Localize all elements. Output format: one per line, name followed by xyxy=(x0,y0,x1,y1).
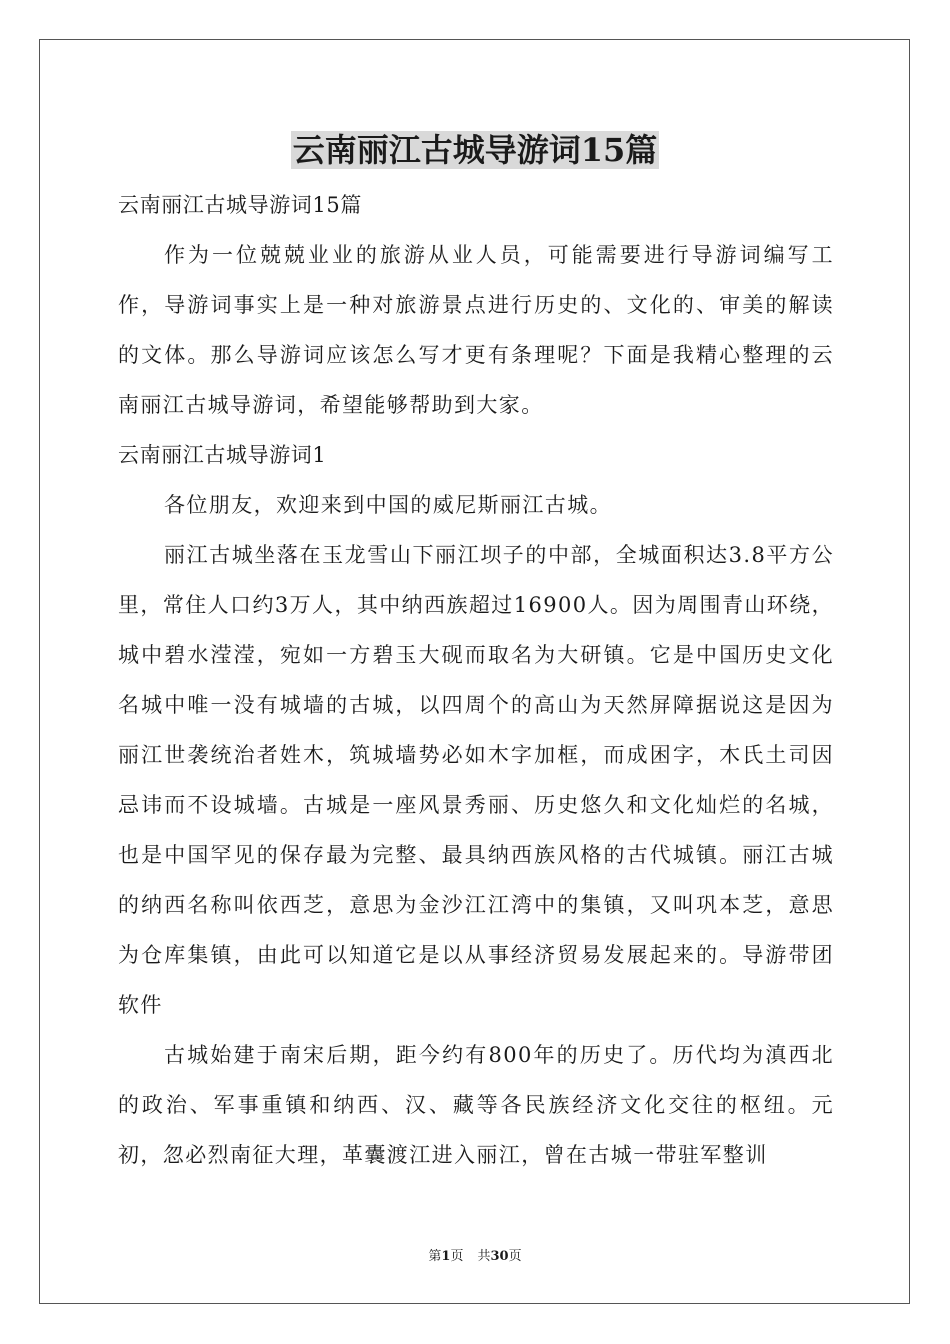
page-number-current: 1 xyxy=(441,1249,451,1264)
document-body xyxy=(118,180,834,1180)
page-total-prefix: 共 xyxy=(477,1249,491,1264)
document-title xyxy=(0,128,950,172)
page-footer xyxy=(0,1248,950,1266)
section-heading: 云南丽江古城导游词1 xyxy=(118,443,327,467)
page-number-prefix: 第 xyxy=(428,1249,442,1264)
page-total: 30 xyxy=(490,1249,509,1264)
body-paragraph: 作为一位兢兢业业的旅游从业人员，可能需要进行导游词编写工作，导游词事实上是一种对旅游景点进行历史的、文化的、审美的解读的文体。那么导游词应该怎么写才更有条理呢？下面是我精心整理的云南丽江古城导游词，希望能够帮助到大家。 xyxy=(118,243,834,417)
body-paragraph: 丽江古城坐落在玉龙雪山下丽江坝子的中部，全城面积达3.8平方公里，常住人口约3万人，其中纳西族超过16900人。因为周围青山环绕，城中碧水滢滢，宛如一方碧玉大砚而取名为大研镇。它是中国历史文化名城中唯一没有城墙的古城，以四周个的高山为天然屏障据说这是因为丽江世袭统治者姓木，筑城墙势必如木字加框，而成困字，木氏土司因忌讳而不设城墙。古城是一座风景秀丽、历史悠久和文化灿烂的名城，也是中国罕见的保存最为完整、最具纳西族风格的古代城镇。丽江古城的纳西名称叫依西芝，意思为金沙江江湾中的集镇，又叫巩本芝，意思为仓库集镇，由此可以知道它是以从事经济贸易发展起来的。导游带团软件 xyxy=(118,543,834,1017)
section-heading: 云南丽江古城导游词15篇 xyxy=(118,193,362,217)
document-title-text: 云南丽江古城导游词15篇 xyxy=(292,131,658,169)
page-number-suffix: 页 xyxy=(450,1249,464,1264)
body-paragraph: 古城始建于南宋后期，距今约有800年的历史了。历代均为滇西北的政治、军事重镇和纳西、汉、藏等各民族经济文化交往的枢纽。元初，忽必烈南征大理，革囊渡江进入丽江，曾在古城一带驻军整训 xyxy=(118,1043,834,1167)
body-paragraph: 各位朋友，欢迎来到中国的威尼斯丽江古城。 xyxy=(164,493,612,517)
page-total-suffix: 页 xyxy=(508,1249,522,1264)
